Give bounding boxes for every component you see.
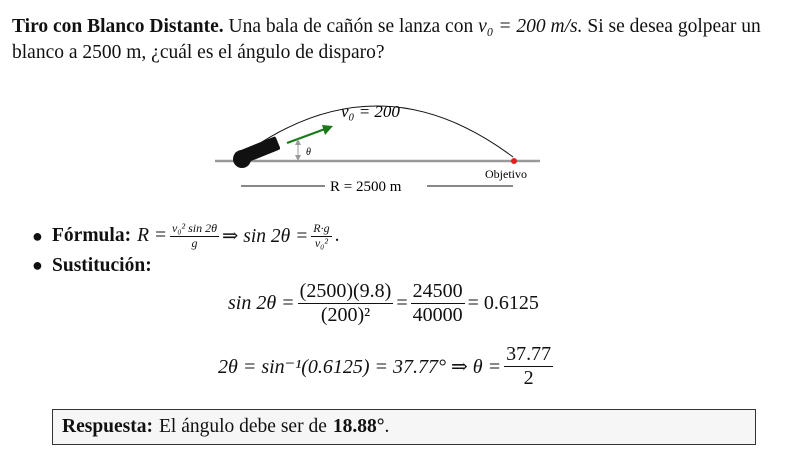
target-label: Objetivo <box>485 167 527 181</box>
initial-velocity: v₀ = 200 m/s. <box>478 16 583 37</box>
eq2-numerator: 37.77 <box>506 343 552 365</box>
formula-end: . <box>334 225 340 247</box>
answer-text: El ángulo debe ser de <box>159 416 327 437</box>
substitution-equation-2 <box>218 343 556 390</box>
formula-denominator-2: v₀² <box>314 235 328 250</box>
eq1-equals: = <box>396 292 408 314</box>
substitution-equation-1 <box>228 280 539 327</box>
problem-text-1: Una bala de cañón se lanza con <box>228 16 474 37</box>
formula-numerator: v₀² sin 2θ <box>172 221 218 235</box>
formula-fraction <box>170 222 219 251</box>
answer-box <box>52 409 756 445</box>
cannon-icon <box>233 136 281 168</box>
eq1-fraction <box>298 280 394 327</box>
bullet-icon: ● <box>32 225 43 246</box>
formula-lhs: R = <box>137 225 168 247</box>
answer-value: 18.88° <box>332 416 385 437</box>
target-marker <box>511 158 517 164</box>
solution-list <box>32 222 339 281</box>
problem-title: Tiro con Blanco Distante. <box>12 16 224 37</box>
formula-numerator-2: R·g <box>313 221 330 235</box>
eq2-text: 2θ = sin⁻¹(0.6125) = 37.77° ⇒ θ = <box>218 356 502 378</box>
projectile-diagram <box>205 95 550 200</box>
velocity-arrowhead <box>322 125 333 135</box>
eq1-result: = 0.6125 <box>467 292 539 314</box>
problem-text-2: Si se desea golpear un blanco a 2500 m, ¿cuál es el ángulo de disparo? <box>12 16 761 63</box>
v0-label: v₀ = 200 <box>341 102 400 121</box>
bullet-icon: ● <box>32 255 43 276</box>
substitution-item <box>32 255 339 277</box>
formula-fraction-2 <box>311 222 331 251</box>
range-label: R = 2500 m <box>330 179 402 195</box>
answer-end: . <box>384 416 390 437</box>
answer-label: Respuesta: <box>62 416 153 437</box>
eq2-denominator: 2 <box>523 367 534 389</box>
eq1-numerator-2: 24500 <box>412 280 463 302</box>
formula-denominator: g <box>191 235 198 250</box>
formula-label: Fórmula: <box>52 225 132 247</box>
formula-implies: ⇒ sin 2θ = <box>222 226 309 248</box>
theta-label: θ <box>306 147 311 158</box>
eq1-fraction-2 <box>411 280 465 327</box>
formula-item <box>32 222 339 251</box>
eq1-denominator-2: 40000 <box>412 304 463 326</box>
eq1-lhs: sin 2θ = <box>228 292 295 314</box>
problem-statement <box>12 14 782 66</box>
substitution-label: Sustitución: <box>52 254 152 276</box>
eq2-fraction <box>504 343 553 390</box>
eq1-numerator: (2500)(9.8) <box>299 280 392 302</box>
eq1-denominator: (200)² <box>320 304 371 326</box>
velocity-arrow <box>287 129 325 143</box>
